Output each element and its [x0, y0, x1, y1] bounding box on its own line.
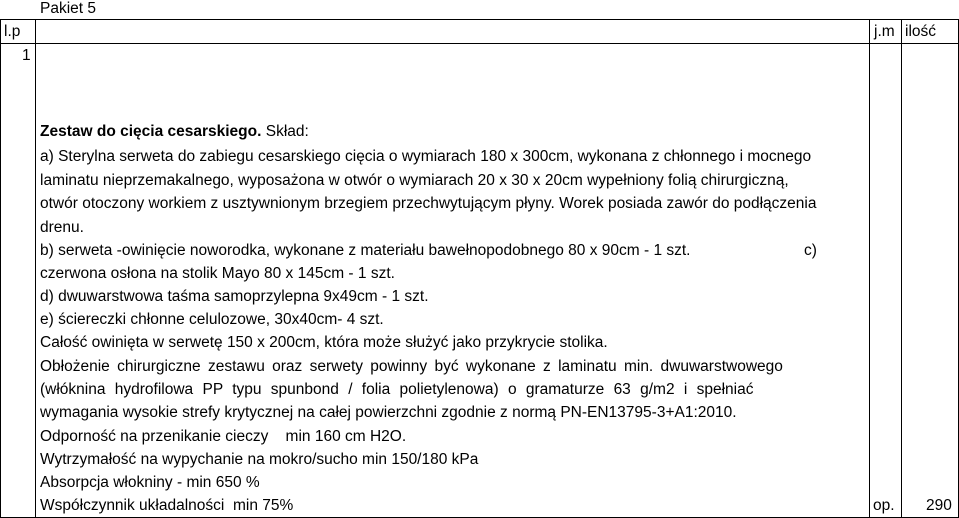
desc-line: b) serweta -owinięcie noworodka, wykonane z materiału bawełnopodobnego 80 x 90cm - 1 szt. — [40, 242, 691, 259]
header-separator — [0, 43, 959, 44]
desc-line: laminatu nieprzemakalnego, wyposażona w otwór o wymiarach 20 x 30 x 20cm wypełniony folią chirurgiczną, — [40, 172, 789, 189]
row-quantity: 290 — [926, 497, 952, 514]
header-ilosc: ilość — [905, 23, 937, 40]
col-divider-jm — [901, 19, 902, 518]
col-divider-lp — [35, 19, 36, 518]
header-jm: j.m — [874, 23, 895, 40]
desc-line: (włóknina hydrofilowa PP typu spunbond / folia polietylenowa) o gramaturze 63 g/m2 i spełniać — [40, 381, 754, 398]
desc-line: Wytrzymałość na wypychanie na mokro/sucho min 150/180 kPa — [40, 451, 479, 468]
item-name-rest: Skład: — [261, 123, 309, 140]
row-unit: op. — [873, 497, 895, 514]
desc-line: Współczynnik układalności min 75% — [40, 497, 294, 514]
desc-line: Obłożenie chirurgiczne zestawu oraz serwety powinny być wykonane z laminatu min. dwuwarstwowego — [40, 358, 783, 375]
page-title: Pakiet 5 — [40, 0, 97, 17]
desc-line: Absorpcja włokniny - min 650 % — [40, 474, 260, 491]
item-name-bold: Zestaw do cięcia cesarskiego. — [40, 123, 262, 140]
desc-line: wymagania wysokie strefy krytycznej na całej powierzchni zgodnie z normą PN-EN13795-3+A1:2010. — [40, 404, 737, 421]
desc-line: a) Sterylna serweta do zabiegu cesarskiego cięcia o wymiarach 180 x 300cm, wykonana z chłonnego i mocnego — [40, 148, 812, 165]
header-lp: l.p — [4, 23, 21, 40]
item-name — [40, 122, 309, 142]
desc-line: otwór otoczony workiem z usztywnionym brzegiem przechwytującym płyny. Worek posiada zawór do podłączenia — [40, 195, 817, 212]
table-border-top — [0, 19, 959, 20]
desc-c-label: c) — [804, 242, 817, 259]
desc-line: drenu. — [40, 219, 84, 236]
row-number: 1 — [22, 47, 31, 64]
desc-line: e) ściereczki chłonne celulozowe, 30x40cm- 4 szt. — [40, 311, 384, 328]
desc-line: czerwona osłona na stolik Mayo 80 x 145cm - 1 szt. — [40, 265, 395, 282]
desc-line: d) dwuwarstwowa taśma samoprzylepna 9x49cm - 1 szt. — [40, 288, 429, 305]
desc-line: Całość owinięta w serwetę 150 x 200cm, która może służyć jako przykrycie stolika. — [40, 334, 608, 351]
table-border-left — [0, 19, 1, 518]
col-divider-desc — [869, 19, 870, 518]
desc-line: Odporność na przenikanie cieczy min 160 cm H2O. — [40, 428, 407, 445]
